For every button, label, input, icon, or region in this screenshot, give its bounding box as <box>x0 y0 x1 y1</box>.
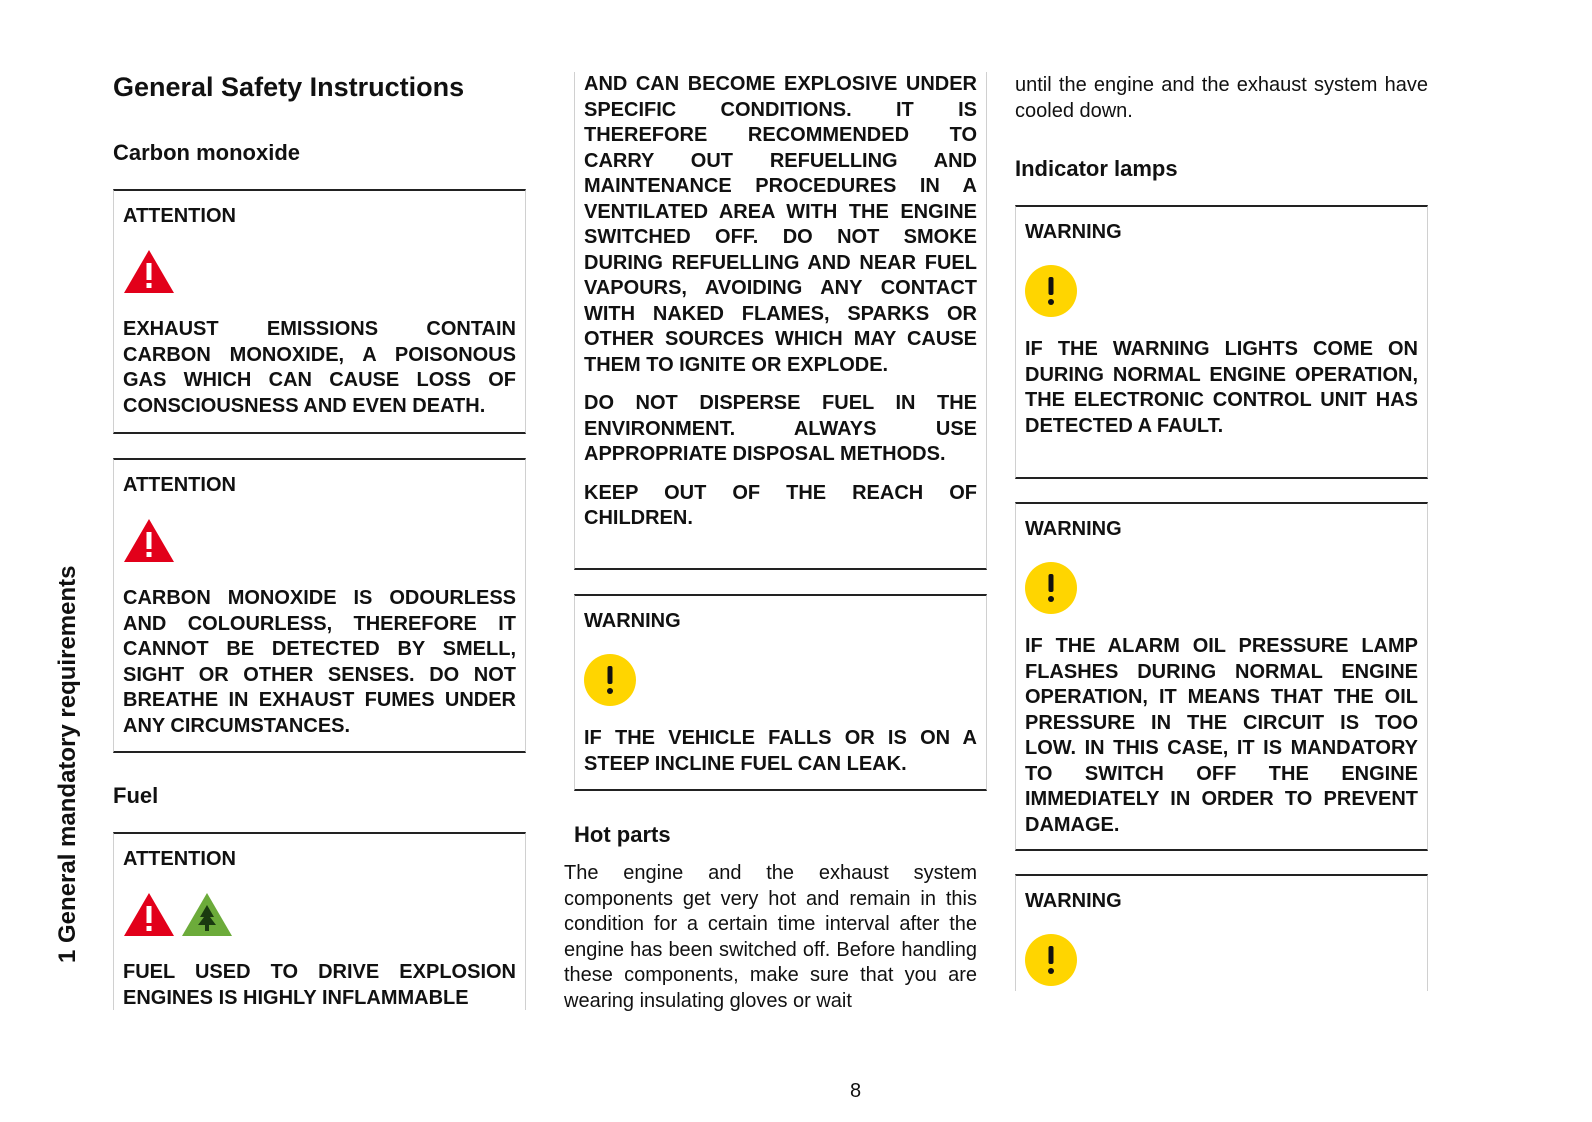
continued-paragraph-3: KEEP OUT OF THE REACH OF CHILDREN. <box>584 481 977 529</box>
warning-text: IF THE WARNING LIGHTS COME ON DURING NORMAL ENGINE OPERATION, THE ELECTRONIC CONTROL UNIT HAS DETECTED A FAULT. <box>1025 338 1418 437</box>
hot-parts-heading: Hot parts <box>574 822 671 847</box>
warning-exclamation-icon <box>1024 264 1078 318</box>
danger-triangle-icon <box>122 891 176 938</box>
attention-label: ATTENTION <box>123 474 236 496</box>
warning-box-3 <box>1015 874 1428 991</box>
attention-box-continued <box>574 72 987 570</box>
attention-text: CARBON MONOXIDE IS ODOURLESS AND COLOURLESS, THEREFORE IT CANNOT BE DETECTED BY SMELL, SIGHT OR OTHER SENSES. DO NOT BREATHE IN EXHAUST FUMES UNDER ANY CIRCUMSTANCES. <box>123 587 516 737</box>
danger-triangle-icon <box>122 248 176 295</box>
warning-text: IF THE VEHICLE FALLS OR IS ON A STEEP INCLINE FUEL CAN LEAK. <box>584 727 977 775</box>
warning-exclamation-icon <box>1024 561 1078 615</box>
page-number: 8 <box>850 1080 862 1102</box>
continued-paragraph-2: DO NOT DISPERSE FUEL IN THE ENVIRONMENT. ALWAYS USE APPROPRIATE DISPOSAL METHODS. <box>584 392 977 465</box>
warning-exclamation-icon <box>583 653 637 707</box>
danger-triangle-icon <box>122 517 176 564</box>
hot-parts-text-continued: until the engine and the exhaust system have cooled down. <box>1015 74 1428 122</box>
warning-box-fuel <box>574 594 987 791</box>
warning-box-2 <box>1015 502 1428 851</box>
warning-text: IF THE ALARM OIL PRESSURE LAMP FLASHES DURING NORMAL ENGINE OPERATION, IT MEANS THAT THE OIL PRESSURE IN THE CIRCUIT IS TOO LOW. IN THIS CASE, IT IS MANDATORY TO SWITCH OFF THE ENGINE IMMEDIATELY IN ORDER TO PREVENT DAMAGE. <box>1025 635 1418 836</box>
hot-parts-text: The engine and the exhaust system components get very hot and remain in this condition for a certain time interval after the engine has been switched off. Before handling these components, make sure that you are wearing insulating gloves or wait <box>564 862 977 1012</box>
warning-box-1 <box>1015 205 1428 479</box>
warning-label: WARNING <box>584 610 681 632</box>
warning-label: WARNING <box>1025 221 1122 243</box>
attention-label: ATTENTION <box>123 848 236 870</box>
page-title: General Safety Instructions <box>113 72 465 102</box>
attention-label: ATTENTION <box>123 205 236 227</box>
attention-text: EXHAUST EMISSIONS CONTAIN CARBON MONOXIDE, A POISONOUS GAS WHICH CAN CAUSE LOSS OF CONSCIOUSNESS AND EVEN DEATH. <box>123 318 516 417</box>
continued-paragraph-1: AND CAN BECOME EXPLOSIVE UNDER SPECIFIC CONDITIONS. IT IS THEREFORE RECOMMENDED TO CARRY OUT REFUELLING AND MAINTENANCE PROCEDURES IN A VENTILATED AREA WITH THE ENGINE SWITCHED OFF. DO NOT SMOKE DURING REFUELLING AND NEAR FUEL VAPOURS, AVOIDING ANY CONTACT WITH NAKED FLAMES, SPARKS OR OTHER SOURCES WHICH MAY CAUSE THEM TO IGNITE OR EXPLODE. <box>584 73 977 376</box>
warning-exclamation-icon <box>1024 933 1078 987</box>
attention-box-2 <box>113 458 526 753</box>
attention-text: FUEL USED TO DRIVE EXPLOSION ENGINES IS HIGHLY INFLAMMABLE <box>123 961 516 1009</box>
environment-tree-icon <box>180 891 234 938</box>
carbon-monoxide-heading: Carbon monoxide <box>113 140 301 165</box>
attention-box-1 <box>113 189 526 434</box>
warning-label: WARNING <box>1025 890 1122 912</box>
attention-box-3 <box>113 832 526 1010</box>
continued-text <box>584 72 977 532</box>
warning-label: WARNING <box>1025 518 1122 540</box>
chapter-side-label: 1 General mandatory requirements <box>54 565 81 963</box>
indicator-lamps-heading: Indicator lamps <box>1015 156 1178 181</box>
fuel-heading: Fuel <box>113 783 159 808</box>
